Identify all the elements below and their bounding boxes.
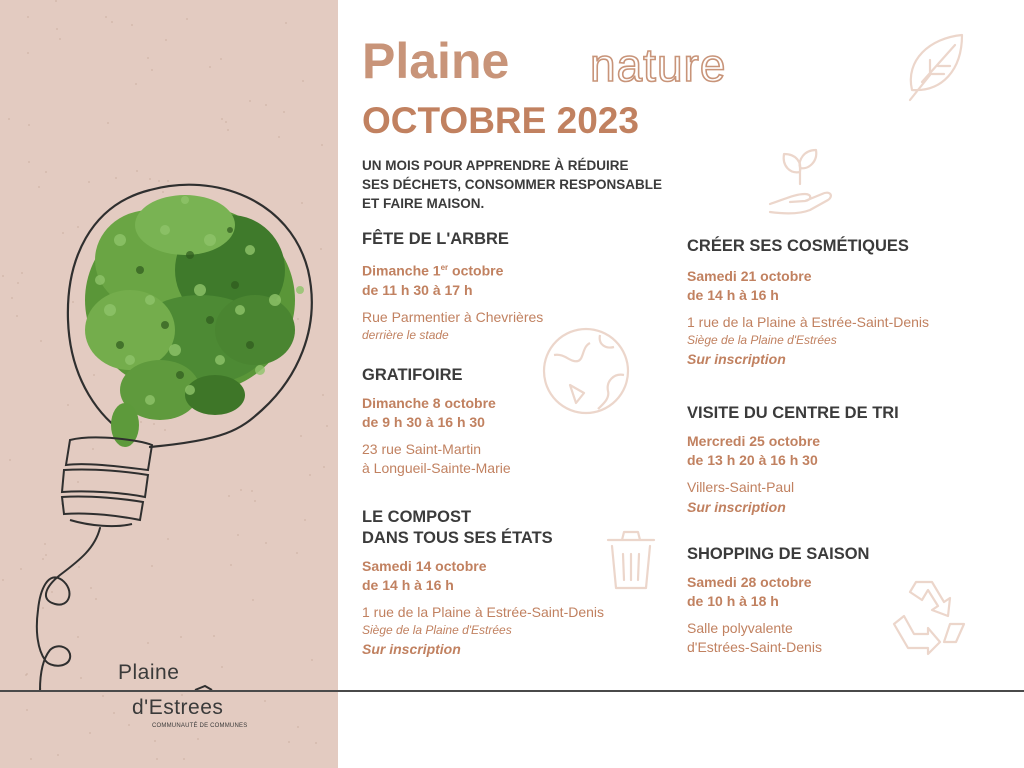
event-cosmetiques (687, 236, 929, 369)
baseline-divider (0, 690, 1024, 692)
event-title: VISITE DU CENTRE DE TRI (687, 404, 899, 422)
intro-line: ET FAIRE MAISON. (362, 196, 485, 211)
event-registration: Sur inscription (362, 641, 461, 657)
lightbulb-plant-illustration (0, 0, 338, 768)
event-place: d'Estrées-Saint-Denis (687, 639, 822, 655)
event-shopping (687, 544, 869, 657)
event-title: SHOPPING DE SAISON (687, 545, 870, 563)
trash-bin-icon (600, 526, 662, 592)
event-title: LE COMPOST (362, 508, 472, 526)
event-date: Dimanche 1er octobre (362, 262, 504, 279)
event-date: Dimanche 8 octobre (362, 395, 496, 411)
event-date: Samedi 21 octobre (687, 268, 812, 284)
event-place: Salle polyvalente (687, 620, 793, 636)
event-centre-tri (687, 403, 899, 517)
event-date: Samedi 14 octobre (362, 558, 487, 574)
event-registration: Sur inscription (687, 499, 786, 515)
event-title: DANS TOUS SES ÉTATS (362, 529, 553, 547)
event-note: Siège de la Plaine d'Estrées (362, 623, 512, 637)
logo-tagline: COMMUNAUTÉ DE COMMUNES (152, 723, 248, 729)
event-time: de 14 h à 16 h (362, 577, 454, 593)
event-title: GRATIFOIRE (362, 366, 463, 384)
event-title: FÊTE DE L'ARBRE (362, 230, 509, 248)
recycle-icon (884, 572, 974, 662)
event-date: Samedi 28 octobre (687, 574, 812, 590)
event-time: de 13 h 20 à 16 h 30 (687, 452, 818, 468)
event-time: de 14 h à 16 h (687, 287, 779, 303)
intro-text (362, 156, 662, 213)
event-note: derrière le stade (362, 327, 449, 342)
event-date: Mercredi 25 octobre (687, 433, 821, 449)
event-title: CRÉER SES COSMÉTIQUES (687, 237, 909, 255)
event-place: 23 rue Saint-Martin (362, 441, 482, 457)
leaf-icon (900, 30, 970, 104)
page-title: Plaine (362, 33, 510, 89)
page-title-accent: nature (590, 39, 727, 91)
globe-icon (540, 325, 632, 417)
logo-line2: d'Estrees (132, 696, 224, 719)
event-compost (362, 507, 604, 659)
event-fete-arbre (362, 229, 543, 344)
event-time: de 9 h 30 à 16 h 30 (362, 414, 485, 430)
event-place: à Longueil-Sainte-Marie (362, 460, 511, 476)
event-note: Siège de la Plaine d'Estrées (687, 333, 837, 347)
logo-line1: Plaine (118, 661, 180, 684)
event-place: Rue Parmentier à Chevrières (362, 308, 544, 325)
intro-line: SES DÉCHETS, CONSOMMER RESPONSABLE (362, 177, 663, 192)
event-registration: Sur inscription (687, 351, 786, 367)
event-place: 1 rue de la Plaine à Estrée-Saint-Denis (687, 314, 930, 330)
event-time: de 10 h à 18 h (687, 593, 779, 609)
event-time: de 11 h 30 à 17 h (362, 281, 473, 298)
page-subtitle: OCTOBRE 2023 (362, 100, 639, 141)
plant-hand-icon (760, 144, 842, 218)
event-gratifoire (362, 365, 511, 478)
intro-line: UN MOIS POUR APPRENDRE À RÉDUIRE (362, 158, 629, 173)
event-place: 1 rue de la Plaine à Estrée-Saint-Denis (362, 604, 605, 620)
illustration-panel (0, 0, 338, 768)
event-place: Villers-Saint-Paul (687, 479, 795, 495)
